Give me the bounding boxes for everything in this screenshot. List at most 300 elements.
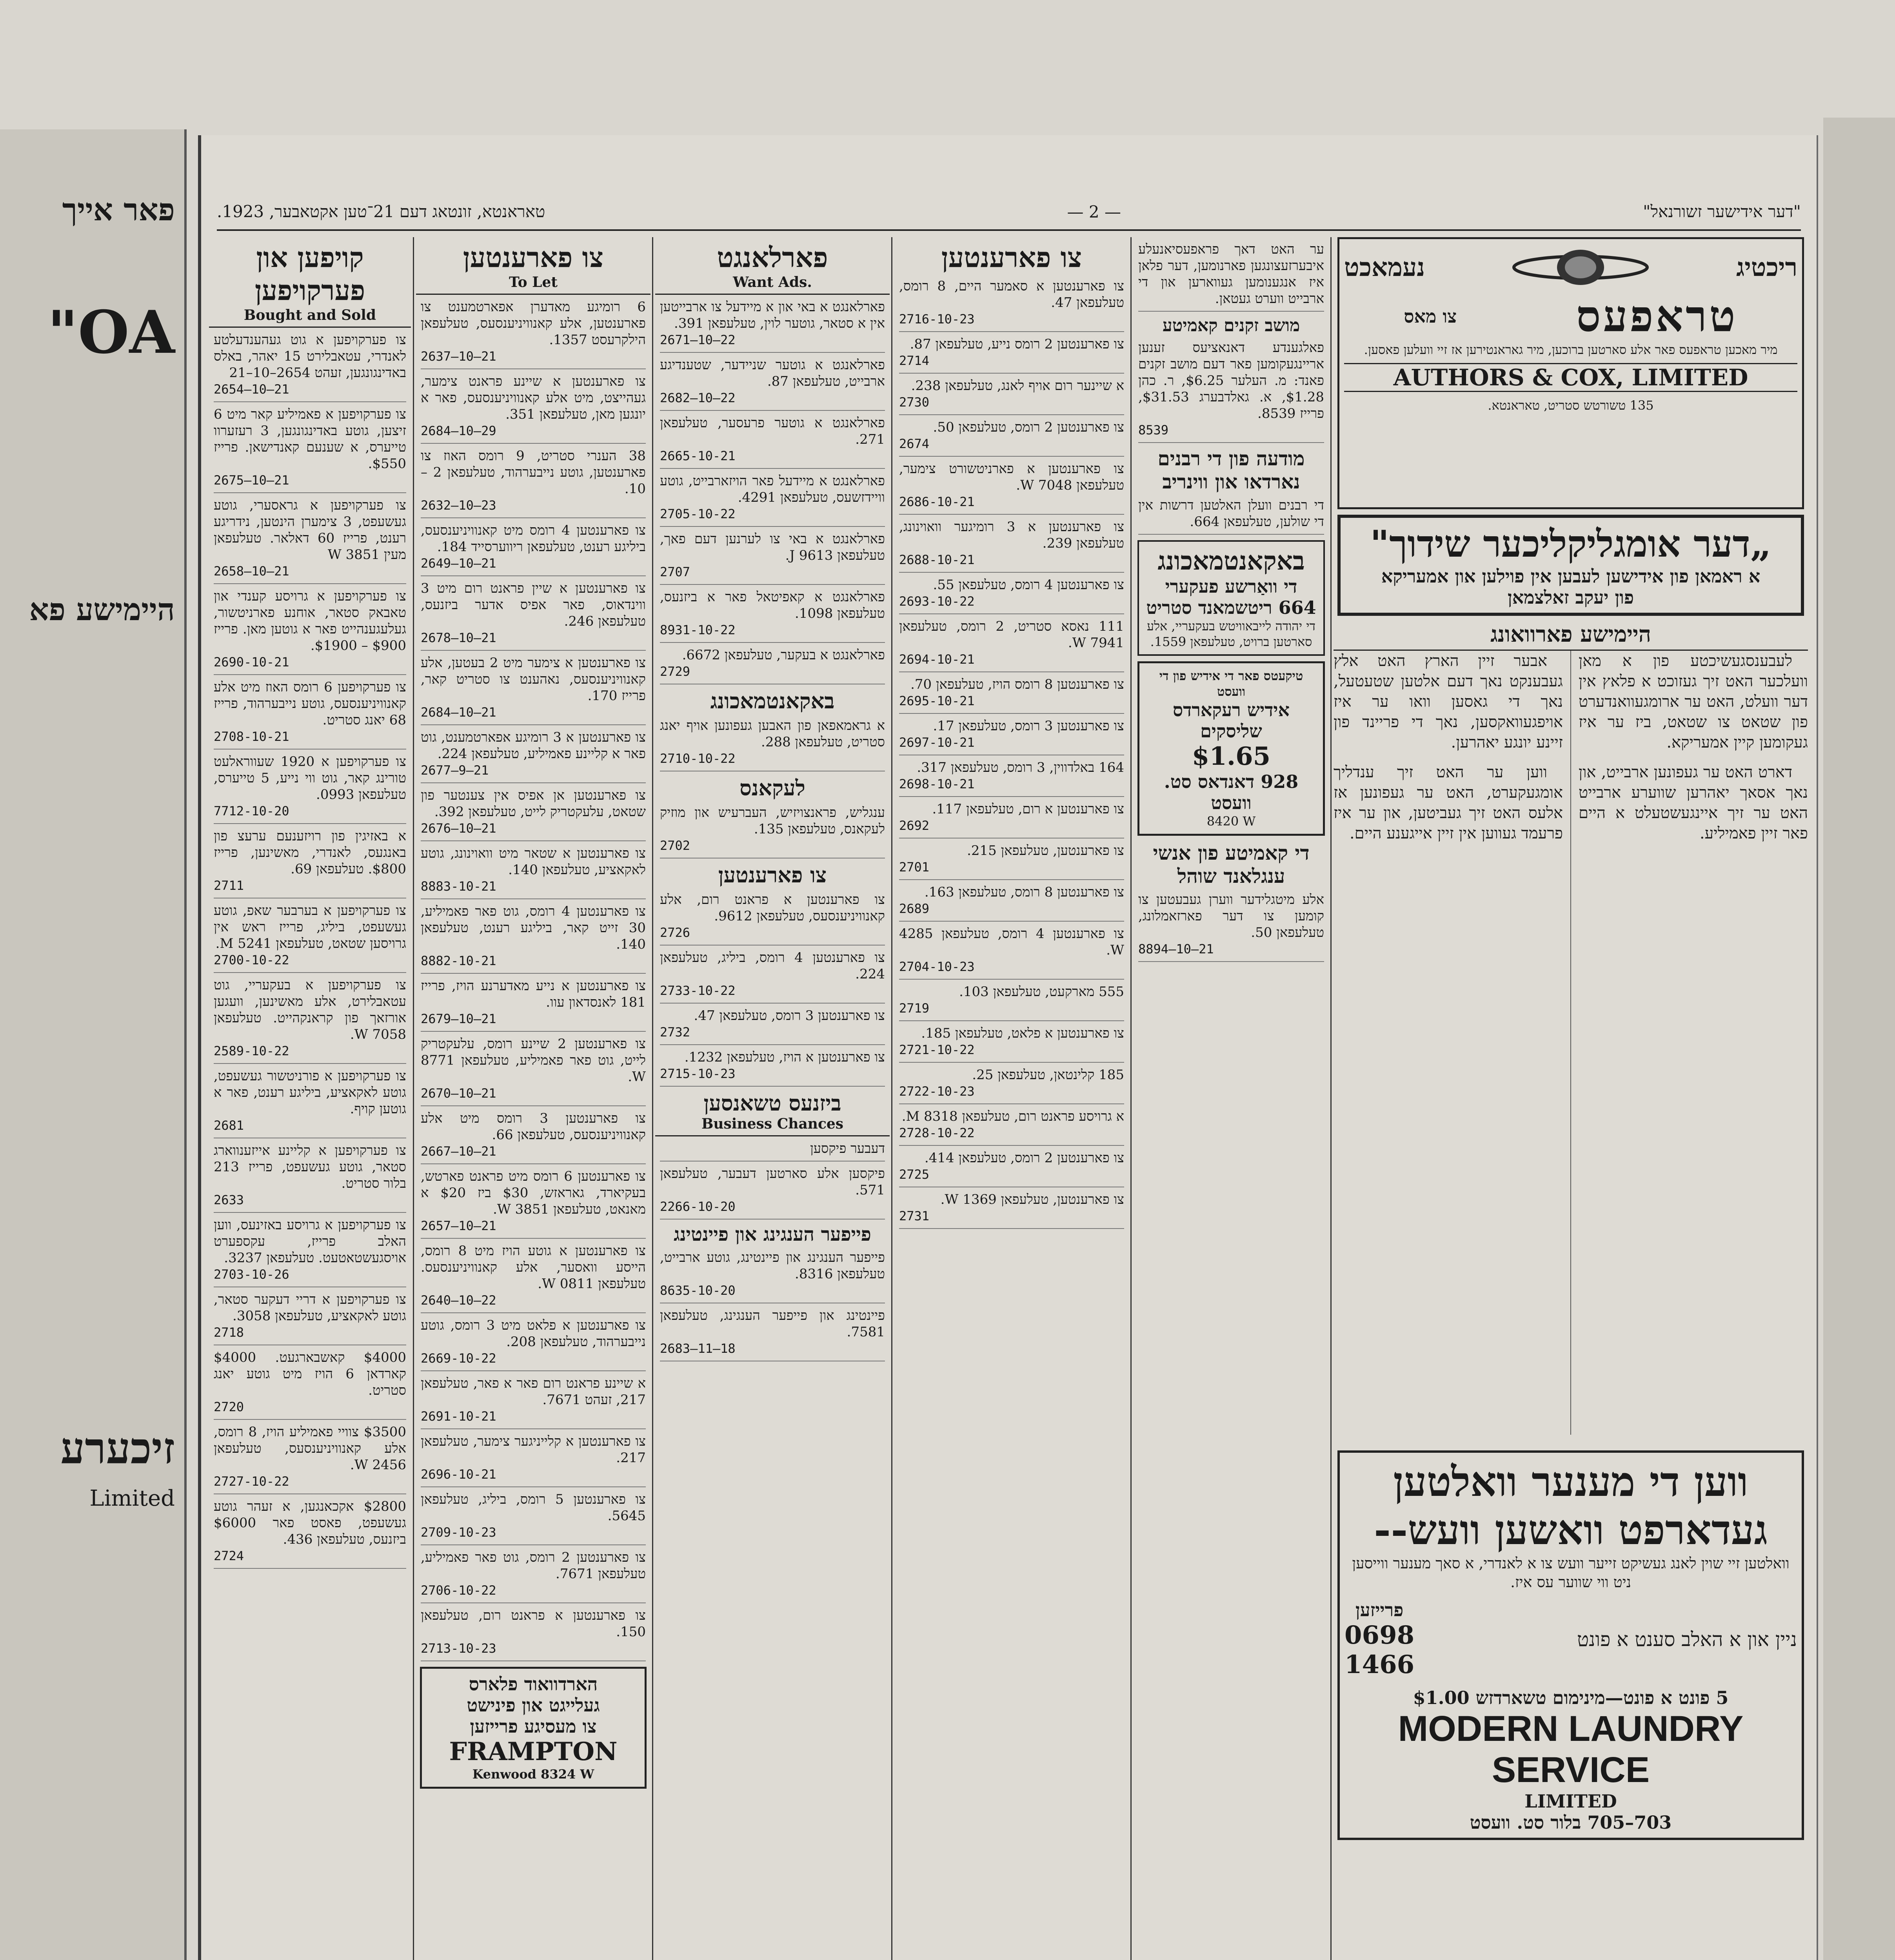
ad-number: 2697-10-21 xyxy=(899,735,975,750)
ad-number: 2688-10-21 xyxy=(899,552,975,567)
ad-text: פארלאנגט א באי צו לערנען דעם פאך, טעלעפאן 9613 J. xyxy=(660,531,885,563)
ad-text: צו פארענטען 3 רומס, טעלעפאן 17. xyxy=(933,718,1124,734)
classified-ad xyxy=(214,753,406,824)
newspaper-page xyxy=(198,135,1818,1960)
classified-ad xyxy=(660,531,885,585)
classified-ad xyxy=(899,1025,1124,1063)
ad-number: 2683—11—18 xyxy=(660,1341,736,1356)
classified-ad xyxy=(421,1243,646,1313)
classified-ad xyxy=(421,978,646,1032)
classified-ad xyxy=(421,1549,646,1603)
ad-text: פיקסען אלע סארטען דעבער, טעלעפאן 571. xyxy=(660,1166,885,1198)
classified-ad xyxy=(899,1150,1124,1187)
classified-ad xyxy=(214,1424,406,1494)
column-feature xyxy=(1334,237,1808,1960)
classified-ad xyxy=(421,903,646,974)
ad-number: 2720 xyxy=(214,1399,244,1414)
ad-text: $4000 קאשבארגעט. $4000 קארדאן 6 הויז מיט גוטע יאנג סטריט. xyxy=(214,1350,406,1398)
ad-text: א גראמאפאן פון האבען געפונען אויף יאנג סטריט, טעלעפאן 288. xyxy=(660,718,885,750)
authors-top-left: נעמאכט xyxy=(1344,252,1425,282)
classified-ad xyxy=(660,717,885,771)
classified-ad xyxy=(660,949,885,1004)
notice-rabbis-text: די רבנים וועלן האלטען דרשות אין די שולען, טעלעפאן 664. xyxy=(1138,497,1324,535)
ad-number: 2633 xyxy=(214,1192,244,1207)
ad-number: 8882-10-21 xyxy=(421,953,496,968)
ad-text: ענגליש, פראנצויזיש, העברעיש און מוזיק לעקאנס, טעלעפאן 135. xyxy=(660,805,885,837)
page-number: — 2 — xyxy=(1067,202,1121,221)
ad-text: פארלאנגט א מיידעל פאר הויזארבייט, גוטע וויידזשעס, טעלעפאן 4291. xyxy=(660,473,885,505)
ad-text: צו פארענטען, טעלעפאן 1369 W. xyxy=(940,1192,1124,1207)
ad-number: 2654—10—21 xyxy=(214,382,289,397)
laundry-footer: 703–705 בלור סט. וועסט xyxy=(1470,1812,1672,1833)
ad-number: 2693-10-22 xyxy=(899,594,975,609)
column-rule xyxy=(1130,237,1132,1960)
column-bought-sold xyxy=(209,237,411,1960)
ad-text: צו פארענטען א סאמער היים, 8 רומס, טעלעפאן 47. xyxy=(899,278,1124,310)
ad-text: צו פערקויפען א קליינע אייזענווארג סטאר, גוטע געשעפט, פרייז 213 בלור סטריט. xyxy=(214,1143,406,1191)
classified-ad xyxy=(899,577,1124,614)
classified-ad xyxy=(421,729,646,783)
classified-ad xyxy=(421,1433,646,1487)
ads-list xyxy=(209,332,411,1569)
ad-number: 2695-10-21 xyxy=(899,693,975,708)
classified-ad xyxy=(899,461,1124,515)
classified-ad xyxy=(899,1067,1124,1104)
ad-number: 2732 xyxy=(660,1025,690,1040)
ad-text: צו פערקויפען א פאמיליע קאר מיט 6 זיצען, גוטע באדינגונגען, 3 רעזערוו טייערס, א שענעם קאנדישאן. פרייז $550. xyxy=(214,407,406,472)
ad-text: צו פארענטען 3 רומס מיט אלע קאנוויניענסעס, טעלעפאן 66. xyxy=(421,1111,646,1143)
story-title: היימישע פארוואונג xyxy=(1334,621,1808,651)
authors-text: מיר מאכען טראפעס פאר אלע סארטען ברוכען, מיר גאראנטירען אז זיי וועלען פאסען. xyxy=(1364,342,1778,357)
ad-number: 2692 xyxy=(899,818,930,833)
paper-name: "דער אידישער זשורנאל" xyxy=(1643,202,1801,221)
ad-number: 2684—10—21 xyxy=(421,705,496,720)
ad-number: 2640—10—22 xyxy=(421,1293,496,1308)
classified-ad xyxy=(899,984,1124,1021)
authors-company: AUTHORS & COX, LIMITED xyxy=(1344,363,1797,392)
ad-number: 8931-10-22 xyxy=(660,622,736,637)
ads-list xyxy=(655,804,890,858)
fragment-farein: פאר אייך xyxy=(62,192,175,228)
ad-text: פיינטינג און פייפער הענגינג, טעלעפאן 7581. xyxy=(660,1308,885,1340)
ad-text: צו פארענטען א פארניטשורט צימער, טעלעפאן 7048 W. xyxy=(899,461,1124,493)
ad-text: צו פארענטען 4 רומס, טעלעפאן 4285 W. xyxy=(899,926,1124,958)
section-title-announcement: באקאנטמאכונג xyxy=(710,688,835,713)
classified-ad xyxy=(214,902,406,973)
notice-donations xyxy=(1138,339,1324,443)
ad-number: 2669-10-22 xyxy=(421,1351,496,1366)
ad-text: א שיינע פראנט רום פאר א פאר, טעלעפאן 217, זעהט 7671. xyxy=(421,1376,646,1408)
classified-ad xyxy=(899,618,1124,672)
frampton-name: FRAMPTON xyxy=(449,1737,618,1766)
shidukh-title: „דער אומגליקליכער שידוך" xyxy=(1370,523,1771,566)
classified-ad xyxy=(660,1249,885,1303)
ad-text: פארלאנגט א קאפיטאל פאר א ביזנעס, טעלעפאן 1098. xyxy=(660,589,885,621)
classified-ad xyxy=(899,842,1124,880)
ad-text: צו פערקויפען א בערבער שאפ, גוטע געשעפט, ביליג, פרייז ראש אין גרויסען שטאט, טעלעפאן 5241 M. xyxy=(214,903,406,951)
section-title-to-let: צו פארענטען xyxy=(463,241,604,274)
classified-ad xyxy=(660,891,885,946)
laundry-headline-1: ווען די מענער וואלטען xyxy=(1393,1457,1748,1506)
notice-title-rabbis: מודעה פון די רבנים נארדאו און ווינריב xyxy=(1157,447,1305,493)
story-paragraph: לעבענסגעשיכטע פון א מאן וועלכער האט זיך געזוכט א פלאץ אין דער וועלט, האט ער ארומגעוואנדערט פון שטאט צו שטאט, ביז ער איז געקומען קיין אמעריקא. xyxy=(1579,652,1808,751)
notice-donations-number: 8539 xyxy=(1138,423,1169,437)
ad-number: 2703-10-26 xyxy=(214,1267,289,1282)
classified-ad xyxy=(660,1140,885,1161)
shidukh-subtitle: א ראמאן פון אידישען לעבען אין פוילען און אמעריקא xyxy=(1381,566,1761,587)
classified-ad xyxy=(660,299,885,353)
authors-cox-ad xyxy=(1337,237,1804,509)
ad-number: 2689 xyxy=(899,901,930,916)
ad-text: צו פארענטען א שיינע פראנט צימער, געהייצט, מיט אלע קאנוויניענסעס, פאר א יונגען מאן, טעלעפאן 351. xyxy=(421,374,646,422)
ad-number: 2701 xyxy=(899,860,930,875)
ad-text: 185 קלינטאן, טעלעפאן 25. xyxy=(972,1067,1124,1083)
ad-text: $3500 צוויי פאמיליע הויז, 8 רומס, אלע קאנוויניענסעס, טעלעפאן 2456 W. xyxy=(214,1424,407,1473)
ad-text: צו פארענטען א רום, טעלעפאן 117. xyxy=(932,801,1124,817)
tickets-address: 928 דאנדאס סט. וועסט xyxy=(1164,771,1299,813)
ad-text: פארלאנגט א בעקער, טעלעפאן 6672. xyxy=(682,647,885,663)
ad-text: צו פארענטען א הויז, טעלעפאן 1232. xyxy=(684,1049,885,1065)
section-title-want-ads: פארלאנגט xyxy=(717,241,828,274)
ad-text: צו פארענטען 4 רומס, ביליג, טעלעפאן 224. xyxy=(660,950,885,982)
frampton-heading-3: צו מעסיגע פרייזען xyxy=(470,1716,597,1737)
ad-number: 2670—10—21 xyxy=(421,1086,496,1101)
ad-number: 2649—10—21 xyxy=(421,556,496,571)
ad-text: צו פארענטען א 3 רומיגע אפארטמענט, גוט פאר א קליינע פאמיליע, טעלעפאן 224. xyxy=(421,730,646,762)
classified-ad xyxy=(421,580,646,651)
ad-number: 2727-10-22 xyxy=(214,1474,289,1489)
ad-text: 164 באלדווין, 3 רומס, טעלעפאן 317. xyxy=(917,760,1124,775)
notice-text: ער האט דאך פראפעסיאנעלע איבערזעצונגען פארנומען, דער פלאן איז אנגענומען געווארען און די ארבייט ווערט געטאן. xyxy=(1138,241,1324,312)
ad-text: צו פערקויפען א פורניטשור געשעפט, גוטע לאקאציע, ביליגע רענט, פאר א גוטען קויף. xyxy=(214,1068,406,1117)
ad-text: 111 נאסא סטריט, 2 רומס, טעלעפאן 7941 W. xyxy=(899,619,1125,651)
frampton-ad xyxy=(420,1667,647,1789)
ad-text: צו פארענטען 2 רומס, טעלעפאן 50. xyxy=(933,419,1124,435)
ad-number: 2684—10—29 xyxy=(421,423,496,438)
classified-ad xyxy=(214,679,406,750)
ad-number: 2700-10-22 xyxy=(214,953,289,967)
laundry-body: וואלטען זיי שוין לאנג געשיקט זייער וועש צו א לאנדרי, א סאך מענער ווייסען ניט ווי שווער עס איז. xyxy=(1352,1555,1790,1591)
camp-committee-text: אלע מיטגלידער ווערן געבעטען צו קומען צו דער פארזאמלונג, טעלעפאן 50. xyxy=(1138,892,1324,940)
ad-number: 2714 xyxy=(899,353,930,368)
ad-number: 2266-10-20 xyxy=(660,1199,736,1214)
ad-text: צו פארענטען א שיין פראנט רום מיט 3 ווינדאוס, פאר אפיס אדער ביזנעס, טעלעפאן 246. xyxy=(421,581,646,629)
ad-text: פארלאנגט א באי און א מיידעל צו ארבייטען אין א סטאר, גוטער לוין, טעלעפאן 391. xyxy=(660,299,885,331)
ad-text: צו פארענטען, טעלעפאן 215. xyxy=(967,843,1124,858)
classified-ad xyxy=(899,419,1124,457)
tickets-line-2: וועסט xyxy=(1217,684,1245,699)
ad-text: צו פארענטען א שטאר מיט וואוינונג, גוטע לאקאציע, טעלעפאן 140. xyxy=(421,846,646,878)
ad-number: 2667—10—21 xyxy=(421,1144,496,1159)
notice-donations-text: פאלגענדע דאנאציעס זענען אריינגעקומען פאר דעם מושב זקנים פאנד: מ. העלער $6.25, ר. כהן $1.28, א. גאלדבערג $31.53, פרייז 8539. xyxy=(1138,340,1324,421)
section-title-to-rent-2: צו פארענטען xyxy=(941,241,1082,274)
ads-list xyxy=(655,1140,890,1220)
classified-ad xyxy=(214,1349,406,1420)
ad-number: 2658—10—21 xyxy=(214,564,289,579)
laundry-line-prices: ניין און א האלב סענט א פונט xyxy=(1577,1628,1797,1651)
tickets-phone: 8420 W xyxy=(1206,814,1256,829)
ad-number: 2676—10—21 xyxy=(421,821,496,836)
story-body xyxy=(1334,651,1808,1435)
classified-ad xyxy=(421,845,646,899)
story-paragraph: אבער זיין הארץ האט אלץ געבענקט נאך דעם אלטען שטעטעל, נאך די גאסען וואו ער איז אויפגעוואקסען, נאך די פריינד פון זיינע יונגע יאהרען. xyxy=(1334,652,1563,751)
ad-number: 2677—9—21 xyxy=(421,763,489,778)
ad-number: 2690-10-21 xyxy=(214,655,289,670)
frampton-heading-2: געלייגט און פינישט xyxy=(467,1695,600,1716)
bakery-announcement xyxy=(1137,540,1325,656)
classified-ad xyxy=(660,1307,885,1361)
story-paragraph: דארט האט ער געפונען ארבייט, און נאך אסאך יאהרען שווערע ארבייט האט ער זיך איינגעשטעלט א היים פאר זיין פאמיליע. xyxy=(1579,763,1808,842)
classified-ad xyxy=(899,519,1124,573)
tickets-price: $1.65 xyxy=(1192,742,1271,771)
section-title-bought-sold: קויפען און פערקויפען xyxy=(254,241,365,307)
ad-text: א גרויסע פראנט רום, טעלעפאן 8318 M. xyxy=(901,1109,1124,1124)
ad-text: צו פארענטען אן אפיס אין צענטער פון שטאט, עלעקטריק לייט, טעלעפאן 392. xyxy=(421,788,646,820)
classified-ad xyxy=(421,1317,646,1371)
ad-number: 2686-10-21 xyxy=(899,494,975,509)
classified-ad xyxy=(421,522,646,576)
ad-text: צו פארענטען א נייע מאדערנע הויז, פרייז 181 לאנסדאון עוו. xyxy=(421,978,646,1010)
tickets-ad xyxy=(1137,661,1325,836)
fragment-zikhere: זיכערע xyxy=(60,1423,175,1474)
ad-text: צו פארענטען 4 רומס, גוט פאר פאמיליע, 30 זייט קאר, ביליגע רענט, טעלעפאן 140. xyxy=(421,904,646,952)
classified-ad xyxy=(214,497,406,584)
section-title-to-rent: צו פארענטען xyxy=(718,862,827,887)
classified-ad xyxy=(421,1110,646,1164)
ad-text: 38 הענרי סטריט, 9 רומס האוז צו פארענטען, גוטע נייבערהוד, טעלעפאן 2 –10. xyxy=(421,448,646,497)
ad-number: 2729 xyxy=(660,664,690,679)
date-line: טאראנטא, זונטאג דעם 21־טען אקטאבער, 1923. xyxy=(217,202,545,221)
section-subtitle-business-chances: Business Chances xyxy=(655,1116,890,1136)
classified-ad xyxy=(421,373,646,444)
frampton-heading-1: הארדוואוד פלארס xyxy=(469,1673,598,1695)
ad-text: צו פארענטען 8 רומס, טעלעפאן 163. xyxy=(924,884,1124,900)
classified-ad xyxy=(421,1036,646,1106)
column-rule xyxy=(1330,237,1332,1960)
classified-ad xyxy=(214,1291,406,1345)
ad-number: 2726 xyxy=(660,925,690,940)
ad-text: צו פארענטען 4 רומס מיט קאנוויניענסעס, ביליגע רענט, טעלעפאן ריווערסייד 184. xyxy=(421,523,646,555)
truss-icon xyxy=(1510,244,1651,291)
ads-list xyxy=(894,278,1129,1229)
announcement-address: 664 ריטשמאנד סטריט xyxy=(1146,597,1316,618)
classified-ad xyxy=(660,1049,885,1087)
ad-text: צו פערקויפען א בעקעריי, גוט עטאבלירט, אלע מאשינען, וועגען אורזאך פון קראנקהייט. טעלעפאן 7058 W. xyxy=(214,977,406,1042)
authors-measure: צו מאס xyxy=(1404,306,1457,327)
ad-text: א באזיגין פון רויזענעם ערעצ פון באנגעס, לאנדרי, מאשינען, פרייז $800. טעלעפאן 69. xyxy=(214,828,406,877)
column-want-ads xyxy=(655,237,890,1960)
ad-text: צו פארענטען א 3 רומיגער וואוינונג, טעלעפאן 239. xyxy=(899,519,1125,551)
classified-ad xyxy=(421,1491,646,1545)
ads-list xyxy=(655,891,890,1087)
ad-number: 2715-10-23 xyxy=(660,1066,736,1081)
classified-ad xyxy=(899,1108,1124,1146)
ad-number: 8635-10-20 xyxy=(660,1283,736,1298)
next-page-edge xyxy=(1823,118,1895,1960)
ad-text: צו פערקויפען א גרויסע קענדי און טאבאק סטאר, אוחנע פארניטשור, געלעגענהייט פאר א גוטען מאן. פרייז $900 – $1900. xyxy=(214,588,406,653)
ad-text: צו פארענטען 5 רומס, ביליג, טעלעפאן 5645. xyxy=(421,1492,646,1524)
ad-text: צו פארענטען 8 רומס הויז, טעלעפאן 70. xyxy=(910,677,1124,692)
ad-text: צו פארענטען א פלאט, טעלעפאן 185. xyxy=(921,1025,1124,1041)
classified-ad xyxy=(421,299,646,369)
ad-text: 555 מארקעט, טעלעפאן 103. xyxy=(959,984,1124,1000)
ad-number: 2678—10—21 xyxy=(421,630,496,645)
classified-ad xyxy=(660,589,885,643)
classified-ad xyxy=(421,1375,646,1429)
ad-text: $2800 אקכאנגען, א זעהר גוטע געשעפט, פאסט פאר $6000 ביזנעס, טעלעפאן 436. xyxy=(214,1499,406,1547)
section-title-lessons: לעקאנס xyxy=(739,775,805,800)
ad-text: צו פארענטען א פראנט רום, טעלעפאן 150. xyxy=(421,1608,646,1640)
classified-ad xyxy=(660,804,885,858)
classified-ad xyxy=(214,828,406,898)
classified-ad xyxy=(899,926,1124,980)
ad-number: 2731 xyxy=(899,1209,930,1223)
ad-text: פארלאנגט א גוטער פרעסער, טעלעפאן 271. xyxy=(660,415,885,447)
laundry-phone-1: 0698 xyxy=(1344,1621,1415,1650)
classified-ad xyxy=(421,448,646,518)
ad-number: 2708-10-21 xyxy=(214,729,289,744)
ad-text: 6 רומיגע מאדערן אפארטמענט צו פארענטען, אלע קאנוויניענסעס, טעלעפאן הילקרעסט 1357. xyxy=(421,299,646,348)
ad-number: 2730 xyxy=(899,395,930,410)
fragment-limited: Limited xyxy=(89,1486,175,1511)
ad-number: 2665-10-21 xyxy=(660,448,736,463)
column-notices xyxy=(1134,237,1329,1960)
laundry-label-prices: פרייזען xyxy=(1355,1599,1404,1621)
classified-ad xyxy=(899,759,1124,797)
ad-number: 2589-10-22 xyxy=(214,1044,289,1058)
column-to-rent xyxy=(894,237,1129,1960)
ad-number: 2709-10-23 xyxy=(421,1525,496,1540)
laundry-limited: LIMITED xyxy=(1524,1791,1617,1812)
ad-text: א שיינער רום אויף לאנג, טעלעפאן 238. xyxy=(911,378,1124,394)
laundry-ad xyxy=(1337,1450,1804,1840)
story-paragraph: ווען ער האט זיך ענדליך אומגעקערט, האט ער געפונען אז אלעס האט זיך געביטען, און ער איז פרעמד געווען אין זיין אייגענע היים. xyxy=(1334,763,1563,842)
classified-ad xyxy=(899,801,1124,838)
section-title-paper-hanging: פייפער הענגינג און פיינטינג xyxy=(674,1223,871,1245)
fragment-heimishe: היימישע פא xyxy=(29,592,175,628)
ad-text: פייפער הענגינג און פיינטינג, גוטע ארבייט, טעלעפאן 8316. xyxy=(660,1250,885,1282)
ad-number: 2707 xyxy=(660,564,690,579)
ad-text: צו פערקויפען א גראסערי, גוטע געשעפט, 3 צימערן הינטען, נידריגע רענט, פרייז 60 דאלאר. טעלעפאן מעין 3851 W xyxy=(214,497,406,563)
camp-committee-title: די קאמיטע פון אנשי ענגלאנד שוהל xyxy=(1153,841,1310,887)
ad-number: 2675—10—21 xyxy=(214,473,289,488)
column-rule xyxy=(413,237,414,1960)
classified-ad xyxy=(660,1007,885,1045)
ad-text: צו פארענטען 2 שיינע רומס, עלעקטריק לייט, גוט פאר פאמיליע, טעלעפאן 8771 W. xyxy=(421,1036,646,1085)
ad-text: צו פארענטען 2 רומס, גוט פאר פאמיליע, טעלעפאן 7671. xyxy=(421,1550,646,1582)
classified-ad xyxy=(899,884,1124,922)
ad-number: 2721-10-22 xyxy=(899,1042,975,1057)
ad-number: 2733-10-22 xyxy=(660,983,736,998)
ad-number: 2632—10—23 xyxy=(421,498,496,513)
classified-ad xyxy=(421,655,646,725)
camp-committee-number: 8894—10—21 xyxy=(1138,942,1214,956)
announcement-subtitle: די וואַרשע פעקערי xyxy=(1165,576,1297,597)
classified-ad xyxy=(899,718,1124,755)
ad-number: 2657—10—21 xyxy=(421,1218,496,1233)
classified-ad xyxy=(899,336,1124,374)
laundry-offer: 5 פונט א פונט—מינימום טשארדזש $1.00 xyxy=(1413,1687,1729,1708)
ad-number: 2724 xyxy=(214,1548,244,1563)
section-subtitle-to-let: To Let xyxy=(416,274,650,295)
classified-ad xyxy=(214,1142,406,1213)
ad-text: צו פערקויפען א 1920 שעווראלעט טורינג קאר, גוט ווי נייע, 5 טייערס, טעלעפאן 0993. xyxy=(214,754,407,802)
classified-ad xyxy=(660,647,885,684)
announcement-title: באקאנטמאכונג xyxy=(1157,546,1305,576)
ad-number: 8883-10-21 xyxy=(421,879,496,894)
tickets-line-1: טיקעטס פאר די אידיש פון די xyxy=(1159,668,1303,683)
ad-number: 2718 xyxy=(214,1325,244,1340)
ad-number: 2713-10-23 xyxy=(421,1641,496,1656)
section-subtitle-want-ads: Want Ads. xyxy=(655,274,890,295)
ad-number: 2674 xyxy=(899,436,930,451)
laundry-company: MODERN LAUNDRY SERVICE xyxy=(1398,1709,1744,1790)
ad-number: 2698-10-21 xyxy=(899,777,975,791)
ad-text: צו פארענטען 3 רומס, טעלעפאן 47. xyxy=(694,1008,885,1024)
classified-ad xyxy=(899,377,1124,415)
ad-text: צו פערקויפען א גוט געהענדעלטע לאנדרי, עטאבלירט 15 יאהר, באלס באדינגונגען, זעהט 2654–10–21 xyxy=(214,332,406,381)
ad-text: צו פארענטען 6 רומס מיט פראנט פארטש, בעקיארד, גאראזש, $30 ביז $20 א מאנאט, טעלעפאן 3851 W. xyxy=(421,1169,646,1217)
ad-text: צו פארענטען א צימער מיט 2 בעטען, אלע קאנוויניענסעס, נאהענט צו סטריט קאר, פרייז 170. xyxy=(421,655,646,704)
classified-ad xyxy=(421,1607,646,1661)
notice-title-old-age-home: מושב זקנים קאמיטע xyxy=(1162,316,1300,336)
ad-number: 2682—10—22 xyxy=(660,390,736,405)
ad-number: 2637—10—21 xyxy=(421,349,496,364)
frampton-phone: Kenwood 8324 W xyxy=(472,1767,594,1782)
ads-list xyxy=(655,299,890,684)
ad-text: צו פארענטען א פראנט רום, אלע קאנוויניענסעס, טעלעפאן 9612. xyxy=(660,892,885,924)
ad-number: 2671—10—22 xyxy=(660,332,736,347)
ad-text: צו פארענטען 2 רומס, טעלעפאן 414. xyxy=(924,1150,1124,1166)
ad-number: 2694-10-21 xyxy=(899,652,975,667)
shidukh-author: פון יעקב זאלצמאן xyxy=(1508,587,1634,608)
authors-address: 135 טשורטש סטריט, טאראנטא. xyxy=(1488,398,1654,413)
classified-ad xyxy=(214,1498,406,1569)
section-title-business-chances: ביזנעס טשאנסען xyxy=(703,1091,841,1116)
classified-ad xyxy=(214,332,406,402)
laundry-phone-2: 1466 xyxy=(1344,1650,1415,1679)
section-subtitle-bought-sold: Bought and Sold xyxy=(209,307,411,328)
classified-ad xyxy=(660,1165,885,1220)
tickets-line-3: אידיש רעקארדס xyxy=(1172,699,1290,720)
ad-number: 2719 xyxy=(899,1001,930,1016)
ad-number: 2716-10-23 xyxy=(899,312,975,327)
tickets-price-label: שליסקים xyxy=(1200,720,1262,742)
classified-ad xyxy=(899,676,1124,714)
ad-number: 2704-10-23 xyxy=(899,959,975,974)
ad-text: פארלאנגט א גוטער שניידער, שטענדיגע ארבייט, טעלעפאן 87. xyxy=(660,357,885,389)
ads-list xyxy=(416,299,650,1661)
ad-number: 7712-10-20 xyxy=(214,804,289,818)
authors-product: טראפעס xyxy=(1576,291,1738,341)
ad-number: 2722-10-23 xyxy=(899,1084,975,1099)
ad-number: 2702 xyxy=(660,838,690,853)
classified-ad xyxy=(214,406,406,493)
ad-text: צו פארענטען 2 רומס נייע, טעלעפאן 87. xyxy=(910,336,1124,352)
ad-number: 2691-10-21 xyxy=(421,1409,496,1424)
ad-number: 2706-10-22 xyxy=(421,1583,496,1598)
classified-ad xyxy=(214,588,406,675)
ad-text: צו פערקויפען א גרויסע באזינעס, ווען האלב פרייז, עקספערט אויסגעשטאטעט. טעלעפאן 3237. xyxy=(214,1217,406,1266)
ad-text: דעבער פיקסען xyxy=(810,1141,885,1156)
ad-number: 2710-10-22 xyxy=(660,751,736,766)
column-rule xyxy=(891,237,892,1960)
classified-ad xyxy=(421,787,646,841)
ad-number: 2696-10-21 xyxy=(421,1467,496,1482)
shidukh-ad xyxy=(1337,515,1804,616)
authors-top-right: ריכטיג xyxy=(1736,252,1797,282)
classified-ad xyxy=(214,977,406,1064)
